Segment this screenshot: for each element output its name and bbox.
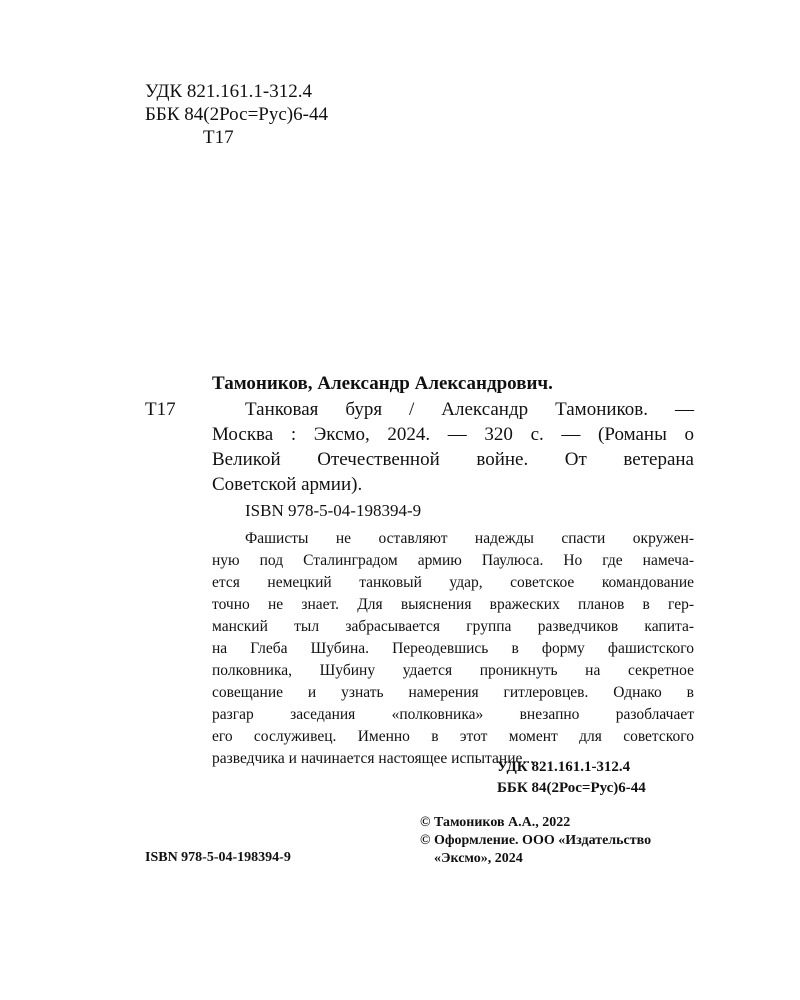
- annotation-line: манский тыл забрасывается группа разведчиков капита-: [212, 618, 694, 635]
- copyright-author: © Тамоников А.А., 2022: [420, 815, 571, 830]
- annotation-line: совещание и узнать намерения гитлеровцев. Однако в: [212, 684, 694, 701]
- annotation-line: точно не знает. Для выяснения вражеских планов в гер-: [212, 596, 694, 613]
- description-line: Великой Отечественной войне. От ветерана: [212, 449, 694, 470]
- bbk-code-bottom: ББК 84(2Рос=Рус)6-44: [497, 780, 646, 796]
- annotation-line: Фашисты не оставляют надежды спасти окружен-: [245, 530, 694, 547]
- isbn-bottom: ISBN 978-5-04-198394-9: [145, 850, 291, 865]
- isbn-main: ISBN 978-5-04-198394-9: [245, 501, 422, 520]
- udk-code-bottom: УДК 821.161.1-312.4: [497, 759, 631, 775]
- description-line: Москва : Эксмо, 2024. — 320 с. — (Романы о: [212, 424, 694, 445]
- author-heading: Тамоников, Александр Александрович.: [212, 373, 553, 394]
- annotation-line: ную под Сталинградом армию Паулюса. Но где намеча-: [212, 552, 694, 569]
- author-mark: Т17: [145, 399, 176, 420]
- annotation-line: его сослуживец. Именно в этот момент для советского: [212, 728, 694, 745]
- author-mark-top: Т17: [203, 127, 234, 148]
- udk-code-top: УДК 821.161.1-312.4: [145, 81, 312, 102]
- copyright-design: © Оформление. ООО «Издательство: [420, 833, 652, 848]
- copyright-design-cont: «Эксмо», 2024: [434, 851, 523, 866]
- annotation-line: разведчика и начинается настоящее испытание...: [212, 750, 534, 767]
- annotation-line: ется немецкий танковый удар, советское командование: [212, 574, 694, 591]
- annotation-line: полковника, Шубину удается проникнуть на секретное: [212, 662, 694, 679]
- annotation-line: разгар заседания «полковника» внезапно разоблачает: [212, 706, 694, 723]
- description-line: Танковая буря / Александр Тамоников. —: [245, 399, 694, 420]
- description-line: Советской армии).: [212, 474, 363, 495]
- bbk-code-top: ББК 84(2Рос=Рус)6-44: [145, 104, 328, 125]
- annotation-line: на Глеба Шубина. Переодевшись в форму фашистского: [212, 640, 694, 657]
